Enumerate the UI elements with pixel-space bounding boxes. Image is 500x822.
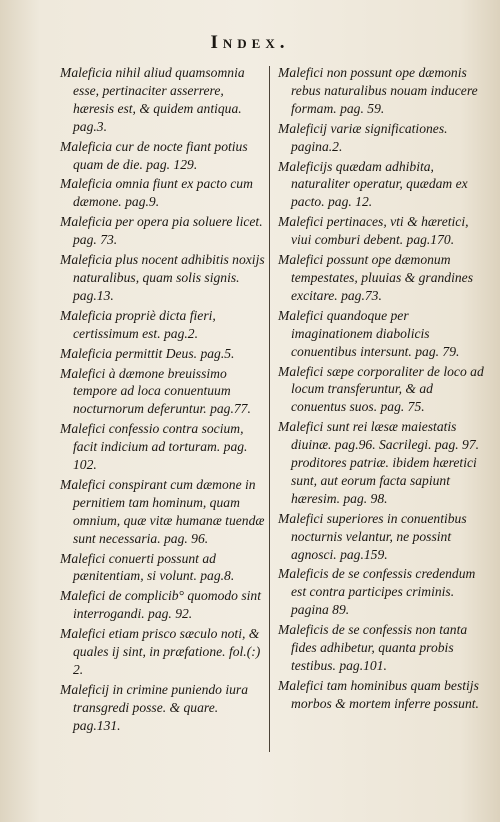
index-entry: Malefici à dæmone breuissimo tempore ad loca conuentuum nocturnorum deferuntur. pag.77.: [60, 365, 251, 417]
index-entry: Malefici superiores in conuentibus nocturnis velantur, ne possint agnosci. pag.159.: [278, 510, 467, 562]
index-entry: Maleficia plus nocent adhibitis noxijs naturalibus, quam solis signis. pag.13.: [60, 252, 265, 303]
index-entry: Maleficia nihil aliud quamsomnia esse, pertinaciter asserrere, hæresis est, & quidem antiqua. pag.3.: [60, 65, 245, 134]
index-entry: Maleficij variæ significationes. pagina.2.: [278, 120, 448, 154]
index-entry: Malefici quandoque per imaginationem diabolicis conuentibus intersunt. pag. 79.: [278, 307, 460, 359]
index-column-right: [278, 64, 488, 715]
index-entry: Malefici etiam prisco sæculo noti, & quales ij sint, in præfatione. fol.(:) 2.: [60, 626, 261, 677]
index-entry: Malefici sæpe corporaliter de loco ad locum transferuntur, & ad conuentus suos. pag. 75.: [278, 363, 484, 415]
column-divider: [269, 66, 270, 752]
index-entry: Malefici tam hominibus quam bestijs morbos & mortem inferre possunt.: [278, 677, 479, 711]
index-entry: Maleficia per opera pia soluere licet. pag. 73.: [60, 214, 263, 248]
index-entry: Maleficis de se confessis non tanta fides adhibetur, quanta probis testibus. pag.101.: [278, 622, 468, 673]
index-entry: Maleficia permittit Deus. pag.5.: [60, 345, 235, 361]
index-entry: Maleficis de se confessis credendum est contra participes criminis. pagina 89.: [278, 566, 476, 618]
index-entry: Maleficijs quædam adhibita, naturaliter operatur, quædam ex pacto. pag. 12.: [278, 158, 468, 210]
index-entry: Malefici possunt ope dæmonum tempestates, pluuias & grandines excitare. pag.73.: [278, 252, 473, 303]
index-entry: Maleficij in crimine puniendo iura transgredi posse. & quare. pag.131.: [60, 681, 249, 733]
index-entry: Malefici pertinaces, vti & hæretici, viui comburi debent. pag.170.: [278, 214, 469, 248]
index-entry: Maleficia omnia fiunt ex pacto cum dæmone. pag.9.: [60, 176, 253, 210]
index-entry: Malefici non possunt ope dæmonis rebus naturalibus nouam inducere formam. pag. 59.: [278, 65, 478, 116]
index-entry: Malefici de complicib° quomodo sint interrogandi. pag. 92.: [60, 588, 261, 622]
index-entry: Malefici conspirant cum dæmone in pernitiem tam hominum, quam omnium, quæ vitæ humanæ tuendæ sunt necessaria. pag. 96.: [60, 476, 265, 546]
index-entry: Malefici conuerti possunt ad pænitentiam, si volunt. pag.8.: [60, 550, 235, 584]
index-entry: Malefici confessio contra socium, facit indicium ad torturam. pag. 102.: [60, 421, 248, 473]
index-entry: Maleficia cur de nocte fiant potius quam de die. pag. 129.: [60, 138, 248, 172]
index-column-left: [60, 64, 265, 737]
index-entry: Malefici sunt rei læsæ maiestatis diuinæ. pag.96. Sacrilegi. pag. 97. proditores patriæ. ibidem hæretici sunt, aut eorum facta sapiunt hæresim. pag. 98.: [278, 419, 480, 506]
page-title: Index.: [210, 32, 290, 53]
index-entry: Maleficia propriè dicta fieri, certissimum est. pag.2.: [60, 307, 216, 341]
